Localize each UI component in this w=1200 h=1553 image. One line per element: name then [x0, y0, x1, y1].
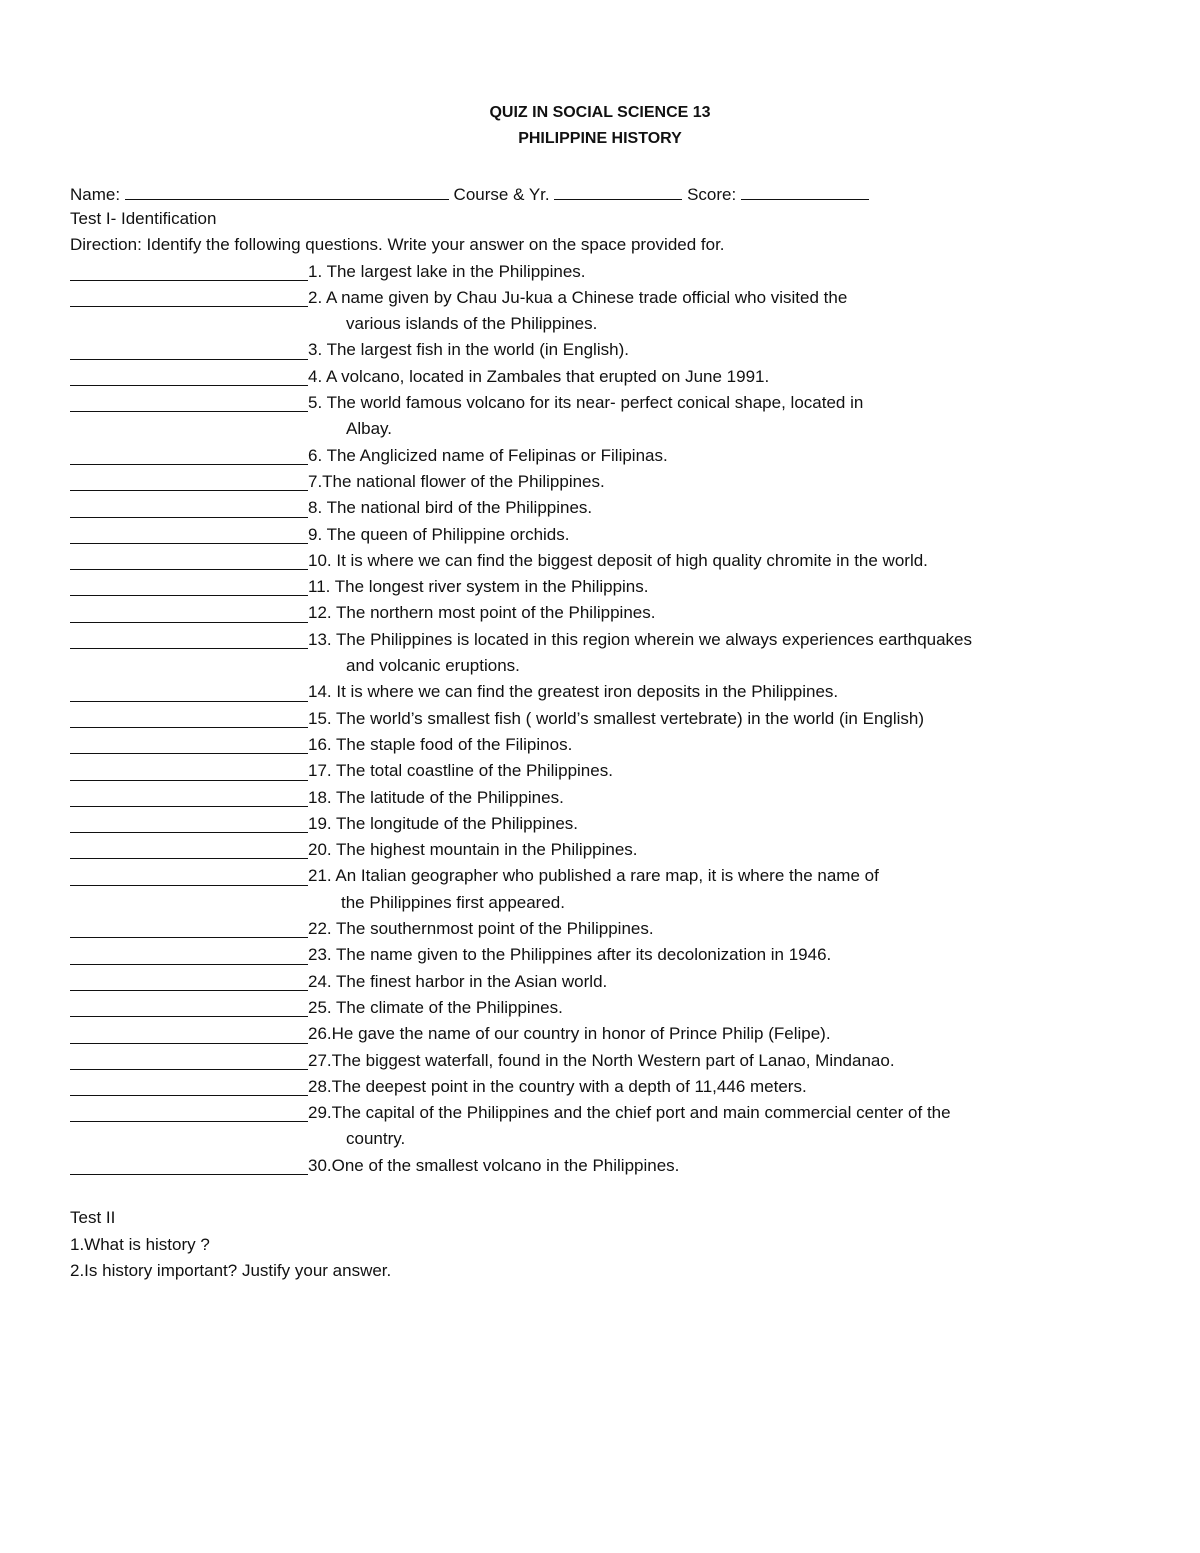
test2-question: 1.What is history ? — [70, 1234, 210, 1254]
question-text: 26.He gave the name of our country in honor of Prince Philip (Felipe). — [308, 1024, 831, 1044]
question-row — [70, 495, 1150, 521]
answer-blank[interactable] — [70, 707, 308, 728]
answer-blank[interactable] — [70, 575, 308, 596]
test1-heading: Test I- Identification — [70, 209, 217, 228]
question-row — [70, 1021, 1150, 1047]
answer-blank[interactable] — [70, 523, 308, 544]
question-continuation: country. — [346, 1129, 406, 1149]
question-row — [70, 706, 1150, 732]
question-row — [70, 259, 1150, 285]
answer-blank[interactable] — [70, 917, 308, 938]
question-text: 7.The national flower of the Philippines. — [308, 471, 605, 491]
question-row — [70, 337, 1150, 363]
answer-blank[interactable] — [70, 996, 308, 1017]
answer-blank[interactable] — [70, 391, 308, 412]
question-continuation: and volcanic eruptions. — [346, 656, 520, 676]
question-row — [70, 600, 1150, 626]
answer-blank[interactable] — [70, 549, 308, 570]
question-text: 23. The name given to the Philippines after its decolonization in 1946. — [308, 945, 832, 965]
question-text: 30.One of the smallest volcano in the Philippines. — [308, 1155, 680, 1175]
score-label: Score: — [687, 185, 737, 204]
test2-questions — [70, 1232, 1150, 1285]
answer-blank[interactable] — [70, 970, 308, 991]
question-row — [70, 364, 1150, 390]
answer-blank[interactable] — [70, 760, 308, 781]
test1-direction: Direction: Identify the following questions. Write your answer on the space provided for. — [70, 235, 725, 255]
question-row — [70, 443, 1150, 469]
question-row — [70, 969, 1150, 995]
question-row — [70, 1100, 1150, 1126]
question-text: 17. The total coastline of the Philippines. — [308, 761, 613, 781]
section-gap — [70, 1179, 1150, 1205]
student-info-line — [70, 180, 869, 206]
question-row — [70, 627, 1150, 653]
answer-blank[interactable] — [70, 1049, 308, 1070]
name-label: Name: — [70, 185, 121, 204]
question-text: 6. The Anglicized name of Felipinas or Filipinas. — [308, 445, 668, 465]
question-text: 18. The latitude of the Philippines. — [308, 787, 564, 807]
question-text: 21. An Italian geographer who published a rare map, it is where the name of — [308, 866, 879, 886]
question-text: 16. The staple food of the Filipinos. — [308, 734, 573, 754]
answer-blank[interactable] — [70, 602, 308, 623]
question-text: 11. The longest river system in the Philippins. — [308, 577, 649, 597]
question-text: 3. The largest fish in the world (in English). — [308, 340, 629, 360]
score-field[interactable] — [741, 180, 869, 200]
answer-blank[interactable] — [70, 470, 308, 491]
question-text: 20. The highest mountain in the Philippines. — [308, 840, 638, 860]
question-text: 2. A name given by Chau Ju-kua a Chinese trade official who visited the — [308, 287, 848, 307]
question-text: 29.The capital of the Philippines and the chief port and main commercial center of the — [308, 1103, 951, 1123]
question-text: 25. The climate of the Philippines. — [308, 997, 563, 1017]
question-text: 13. The Philippines is located in this region wherein we always experiences earthquakes — [308, 629, 973, 649]
question-row — [70, 916, 1150, 942]
question-continuation: various islands of the Philippines. — [346, 314, 598, 334]
answer-blank[interactable] — [70, 628, 308, 649]
answer-blank[interactable] — [70, 339, 308, 360]
question-row — [70, 548, 1150, 574]
quiz-subtitle: PHILIPPINE HISTORY — [518, 130, 682, 147]
question-text: 24. The finest harbor in the Asian world. — [308, 971, 608, 991]
question-row — [70, 285, 1150, 311]
answer-blank[interactable] — [70, 365, 308, 386]
answer-blank[interactable] — [70, 812, 308, 833]
question-text: 15. The world’s smallest fish ( world’s smallest vertebrate) in the world (in English) — [308, 708, 925, 728]
question-text: 8. The national bird of the Philippines. — [308, 498, 593, 518]
course-field[interactable] — [554, 180, 682, 200]
answer-blank[interactable] — [70, 1075, 308, 1096]
quiz-content — [70, 206, 1150, 1284]
answer-blank[interactable] — [70, 1023, 308, 1044]
name-field[interactable] — [125, 180, 449, 200]
question-row — [70, 785, 1150, 811]
question-row — [70, 679, 1150, 705]
answer-blank[interactable] — [70, 865, 308, 886]
answer-blank[interactable] — [70, 260, 308, 281]
question-row — [70, 863, 1150, 889]
question-text: 28.The deepest point in the country with a depth of 11,446 meters. — [308, 1076, 807, 1096]
question-row — [70, 1153, 1150, 1179]
answer-blank[interactable] — [70, 1101, 308, 1122]
question-text: 22. The southernmost point of the Philippines. — [308, 919, 654, 939]
answer-blank[interactable] — [70, 497, 308, 518]
test1-questions — [70, 259, 1150, 1179]
question-row — [70, 995, 1150, 1021]
question-row — [70, 732, 1150, 758]
question-text: 5. The world famous volcano for its near- perfect conical shape, located in — [308, 393, 864, 413]
question-row — [70, 837, 1150, 863]
question-row — [70, 390, 1150, 416]
question-text: 9. The queen of Philippine orchids. — [308, 524, 570, 544]
answer-blank[interactable] — [70, 786, 308, 807]
answer-blank[interactable] — [70, 944, 308, 965]
question-text: 4. A volcano, located in Zambales that erupted on June 1991. — [308, 366, 770, 386]
question-text: 12. The northern most point of the Philippines. — [308, 603, 656, 623]
question-row — [70, 469, 1150, 495]
question-row — [70, 942, 1150, 968]
course-label: Course & Yr. — [453, 185, 550, 204]
question-text: 1. The largest lake in the Philippines. — [308, 261, 586, 281]
question-row — [70, 1074, 1150, 1100]
answer-blank[interactable] — [70, 733, 308, 754]
question-continuation: Albay. — [346, 419, 392, 439]
question-text: 27.The biggest waterfall, found in the North Western part of Lanao, Mindanao. — [308, 1050, 895, 1070]
quiz-title: QUIZ IN SOCIAL SCIENCE 13 — [489, 104, 711, 121]
answer-blank[interactable] — [70, 1154, 308, 1175]
question-row — [70, 1048, 1150, 1074]
question-row — [70, 574, 1150, 600]
question-row — [70, 811, 1150, 837]
answer-blank[interactable] — [70, 681, 308, 702]
question-text: 10. It is where we can find the biggest deposit of high quality chromite in the world. — [308, 550, 928, 570]
question-text: 14. It is where we can find the greatest iron deposits in the Philippines. — [308, 682, 839, 702]
question-row — [70, 758, 1150, 784]
question-row — [70, 522, 1150, 548]
question-continuation: the Philippines first appeared. — [341, 892, 565, 912]
answer-blank[interactable] — [70, 444, 308, 465]
test2-question: 2.Is history important? Justify your answer. — [70, 1260, 392, 1280]
test2-heading: Test II — [70, 1208, 116, 1228]
answer-blank[interactable] — [70, 838, 308, 859]
question-text: 19. The longitude of the Philippines. — [308, 813, 578, 833]
answer-blank[interactable] — [70, 286, 308, 307]
